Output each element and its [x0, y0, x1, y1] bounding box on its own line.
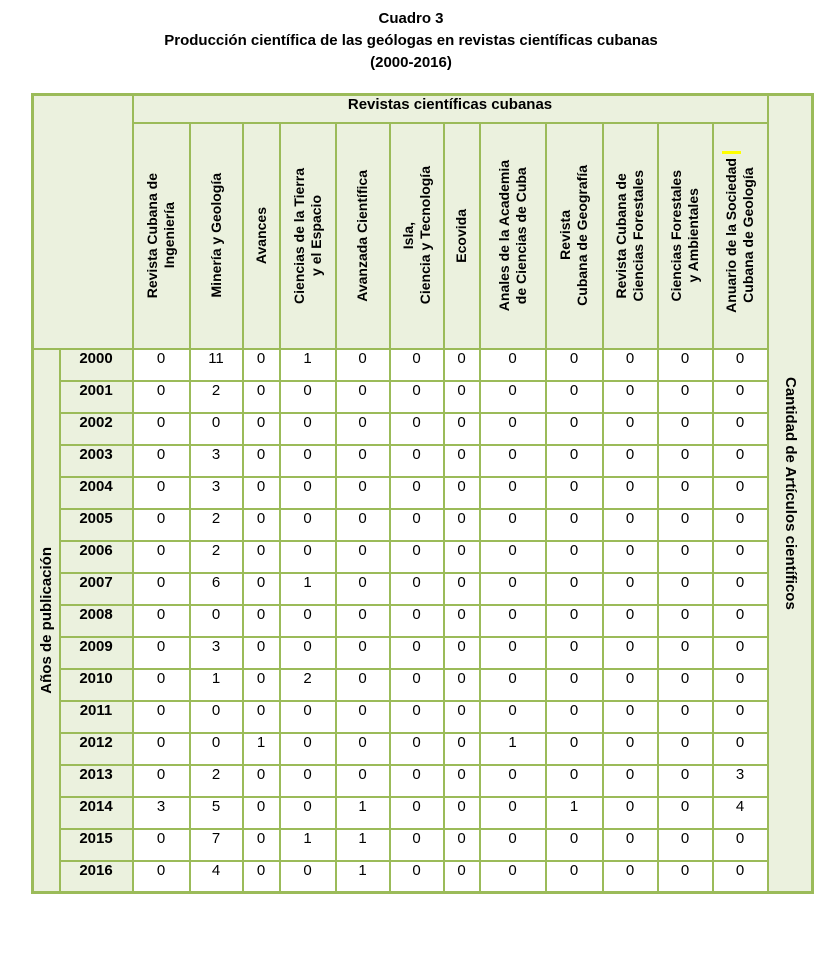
value-cell: 0	[336, 445, 390, 477]
value-cell: 0	[133, 701, 190, 733]
table-row	[33, 541, 813, 573]
value-cell: 0	[444, 509, 480, 541]
value-cell: 0	[243, 349, 280, 381]
value-cell: 0	[280, 701, 336, 733]
value-cell: 0	[713, 733, 768, 765]
value-cell: 0	[243, 637, 280, 669]
journal-column-header	[480, 123, 546, 349]
value-cell: 0	[480, 605, 546, 637]
value-cell: 1	[280, 573, 336, 605]
value-cell: 0	[546, 701, 603, 733]
value-cell: 1	[336, 829, 390, 861]
value-cell: 0	[603, 765, 658, 797]
value-cell: 0	[713, 381, 768, 413]
value-cell: 0	[133, 349, 190, 381]
value-cell: 0	[713, 349, 768, 381]
title-line-3: (2000-2016)	[370, 54, 452, 71]
value-cell: 0	[390, 637, 444, 669]
value-cell: 0	[713, 541, 768, 573]
value-cell: 0	[243, 701, 280, 733]
year-cell: 2006	[60, 541, 133, 573]
value-cell: 0	[133, 829, 190, 861]
value-cell: 0	[444, 765, 480, 797]
value-cell: 0	[603, 829, 658, 861]
value-cell: 0	[444, 381, 480, 413]
value-cell: 0	[243, 669, 280, 701]
value-cell: 0	[243, 605, 280, 637]
value-cell: 0	[133, 765, 190, 797]
value-cell: 0	[713, 861, 768, 893]
table-row	[33, 733, 813, 765]
value-cell: 0	[336, 573, 390, 605]
value-cell: 0	[658, 541, 713, 573]
value-cell: 3	[190, 637, 243, 669]
year-cell: 2003	[60, 445, 133, 477]
value-cell: 0	[190, 701, 243, 733]
value-cell: 0	[444, 477, 480, 509]
journal-column-label: Isla, Ciencia y Tecnología	[399, 166, 433, 305]
value-cell: 7	[190, 829, 243, 861]
table-row	[33, 605, 813, 637]
journal-column-header	[658, 123, 713, 349]
year-cell: 2015	[60, 829, 133, 861]
value-cell: 0	[390, 605, 444, 637]
journal-column-label: Ciencias de la Tierra y el Espacio	[290, 167, 324, 304]
value-cell: 0	[444, 573, 480, 605]
value-cell: 0	[480, 413, 546, 445]
value-cell: 0	[546, 381, 603, 413]
value-cell: 0	[546, 637, 603, 669]
value-cell: 0	[390, 669, 444, 701]
value-cell: 0	[444, 349, 480, 381]
value-cell: 6	[190, 573, 243, 605]
journal-column-label: Revista Cubana de Ingeniería	[144, 172, 177, 299]
journal-column-header	[546, 123, 603, 349]
value-cell: 0	[243, 509, 280, 541]
value-cell: 0	[190, 413, 243, 445]
value-cell: 0	[390, 509, 444, 541]
value-cell: 0	[444, 733, 480, 765]
value-cell: 0	[480, 349, 546, 381]
value-cell: 0	[658, 573, 713, 605]
table-body	[33, 95, 813, 893]
value-cell: 0	[480, 765, 546, 797]
journal-column-header	[603, 123, 658, 349]
value-cell: 0	[133, 541, 190, 573]
value-cell: 0	[603, 541, 658, 573]
value-cell: 0	[390, 701, 444, 733]
value-cell: 0	[480, 861, 546, 893]
value-cell: 0	[713, 605, 768, 637]
value-cell: 0	[133, 381, 190, 413]
value-cell: 0	[243, 573, 280, 605]
year-cell: 2010	[60, 669, 133, 701]
value-cell: 0	[336, 733, 390, 765]
year-cell: 2008	[60, 605, 133, 637]
value-cell: 0	[336, 541, 390, 573]
value-cell: 0	[280, 445, 336, 477]
right-axis-label-cell	[768, 95, 813, 893]
table-row	[33, 349, 813, 381]
value-cell: 0	[713, 701, 768, 733]
year-cell: 2002	[60, 413, 133, 445]
value-cell: 0	[243, 413, 280, 445]
value-cell: 0	[713, 413, 768, 445]
value-cell: 0	[243, 381, 280, 413]
value-cell: 0	[390, 541, 444, 573]
value-cell: 0	[390, 733, 444, 765]
value-cell: 3	[133, 797, 190, 829]
year-cell: 2004	[60, 477, 133, 509]
value-cell: 0	[603, 509, 658, 541]
value-cell: 0	[603, 573, 658, 605]
value-cell: 0	[658, 637, 713, 669]
value-cell: 0	[480, 637, 546, 669]
value-cell: 0	[390, 381, 444, 413]
value-cell: 2	[190, 381, 243, 413]
value-cell: 0	[444, 701, 480, 733]
value-cell: 0	[336, 477, 390, 509]
journal-column-label: Ecovida	[453, 208, 469, 263]
value-cell: 0	[546, 765, 603, 797]
table-row	[33, 797, 813, 829]
table-row	[33, 861, 813, 893]
year-cell: 2012	[60, 733, 133, 765]
value-cell: 0	[480, 381, 546, 413]
table-row	[33, 701, 813, 733]
value-cell: 0	[336, 381, 390, 413]
value-cell: 5	[190, 797, 243, 829]
table-row	[33, 413, 813, 445]
data-table	[31, 93, 814, 894]
value-cell: 1	[546, 797, 603, 829]
value-cell: 0	[133, 733, 190, 765]
value-cell: 0	[444, 669, 480, 701]
year-cell: 2011	[60, 701, 133, 733]
right-axis-label: Cantidad de Artículos científicos	[781, 377, 799, 610]
value-cell: 0	[243, 797, 280, 829]
journal-column-label: Anales de la Academia de Ciencias de Cuba	[495, 159, 529, 312]
journal-column-header	[190, 123, 243, 349]
value-cell: 0	[603, 701, 658, 733]
value-cell: 0	[546, 829, 603, 861]
table-row	[33, 829, 813, 861]
value-cell: 0	[480, 445, 546, 477]
value-cell: 0	[280, 861, 336, 893]
value-cell: 0	[280, 733, 336, 765]
value-cell: 0	[546, 541, 603, 573]
value-cell: 0	[390, 797, 444, 829]
value-cell: 0	[336, 605, 390, 637]
year-cell: 2016	[60, 861, 133, 893]
value-cell: 0	[603, 637, 658, 669]
value-cell: 0	[546, 733, 603, 765]
value-cell: 0	[390, 413, 444, 445]
value-cell: 0	[280, 509, 336, 541]
value-cell: 2	[280, 669, 336, 701]
value-cell: 0	[444, 605, 480, 637]
value-cell: 4	[713, 797, 768, 829]
value-cell: 3	[190, 445, 243, 477]
table-row	[33, 765, 813, 797]
year-cell: 2007	[60, 573, 133, 605]
journal-column-header	[133, 123, 190, 349]
title-line-2: Producción científica de las geólogas en revistas científicas cubanas	[164, 32, 658, 49]
value-cell: 0	[546, 573, 603, 605]
value-cell: 0	[658, 477, 713, 509]
value-cell: 0	[243, 861, 280, 893]
value-cell: 0	[133, 413, 190, 445]
year-cell: 2013	[60, 765, 133, 797]
value-cell: 0	[480, 669, 546, 701]
journal-column-header	[243, 123, 280, 349]
value-cell: 0	[546, 509, 603, 541]
value-cell: 0	[390, 861, 444, 893]
value-cell: 0	[713, 445, 768, 477]
value-cell: 0	[243, 541, 280, 573]
value-cell: 0	[444, 637, 480, 669]
value-cell: 0	[133, 445, 190, 477]
value-cell: 0	[390, 349, 444, 381]
value-cell: 0	[658, 381, 713, 413]
highlight-mark	[722, 151, 741, 154]
value-cell: 0	[546, 445, 603, 477]
value-cell: 0	[603, 605, 658, 637]
value-cell: 0	[546, 477, 603, 509]
value-cell: 1	[243, 733, 280, 765]
value-cell: 0	[444, 829, 480, 861]
header-row-journals	[33, 123, 813, 349]
group-header: Revistas científicas cubanas	[133, 95, 768, 123]
value-cell: 0	[390, 477, 444, 509]
value-cell: 0	[133, 605, 190, 637]
value-cell: 0	[603, 669, 658, 701]
value-cell: 0	[444, 413, 480, 445]
table-row	[33, 669, 813, 701]
value-cell: 0	[390, 573, 444, 605]
value-cell: 0	[546, 861, 603, 893]
year-cell: 2001	[60, 381, 133, 413]
value-cell: 3	[713, 765, 768, 797]
value-cell: 0	[336, 349, 390, 381]
value-cell: 0	[133, 669, 190, 701]
value-cell: 0	[546, 413, 603, 445]
value-cell: 0	[713, 509, 768, 541]
value-cell: 0	[603, 445, 658, 477]
title-line-1: Cuadro 3	[378, 10, 444, 27]
value-cell: 0	[658, 669, 713, 701]
value-cell: 0	[133, 477, 190, 509]
value-cell: 0	[713, 669, 768, 701]
value-cell: 0	[546, 605, 603, 637]
left-axis-label-cell	[33, 349, 60, 893]
table-row	[33, 509, 813, 541]
year-cell: 2000	[60, 349, 133, 381]
corner-cell	[33, 95, 133, 349]
value-cell: 3	[190, 477, 243, 509]
value-cell: 4	[190, 861, 243, 893]
year-cell: 2009	[60, 637, 133, 669]
journal-column-label: Avances	[252, 206, 269, 265]
value-cell: 0	[444, 861, 480, 893]
table-row	[33, 573, 813, 605]
value-cell: 0	[133, 637, 190, 669]
value-cell: 0	[444, 541, 480, 573]
value-cell: 0	[190, 605, 243, 637]
value-cell: 11	[190, 349, 243, 381]
value-cell: 0	[603, 349, 658, 381]
value-cell: 0	[713, 573, 768, 605]
value-cell: 0	[336, 669, 390, 701]
value-cell: 0	[280, 797, 336, 829]
value-cell: 0	[603, 797, 658, 829]
value-cell: 0	[658, 509, 713, 541]
value-cell: 0	[336, 413, 390, 445]
value-cell: 0	[658, 829, 713, 861]
value-cell: 1	[280, 829, 336, 861]
value-cell: 0	[190, 733, 243, 765]
value-cell: 0	[444, 797, 480, 829]
header-row-group	[33, 95, 813, 123]
value-cell: 0	[390, 765, 444, 797]
value-cell: 0	[336, 509, 390, 541]
value-cell: 0	[243, 765, 280, 797]
value-cell: 0	[546, 669, 603, 701]
value-cell: 0	[546, 349, 603, 381]
table-row	[33, 445, 813, 477]
table-row	[33, 477, 813, 509]
value-cell: 0	[336, 637, 390, 669]
value-cell: 0	[713, 829, 768, 861]
journal-column-label: Avanzada Científica	[354, 169, 370, 302]
value-cell: 0	[133, 573, 190, 605]
document-title	[0, 0, 822, 74]
value-cell: 0	[658, 861, 713, 893]
value-cell: 0	[658, 413, 713, 445]
journal-column-label: Anuario de la Sociedad Cubana de Geología	[723, 158, 756, 313]
journal-column-label: Minería y Geología	[207, 173, 224, 298]
value-cell: 0	[133, 509, 190, 541]
value-cell: 0	[390, 829, 444, 861]
value-cell: 0	[603, 733, 658, 765]
value-cell: 2	[190, 541, 243, 573]
value-cell: 0	[133, 861, 190, 893]
value-cell: 0	[280, 381, 336, 413]
journal-column-header	[280, 123, 336, 349]
value-cell: 0	[603, 861, 658, 893]
journal-column-header	[713, 123, 768, 349]
journal-column-label: Ciencias Forestales y Ambientales	[668, 169, 701, 302]
value-cell: 0	[658, 445, 713, 477]
value-cell: 1	[336, 861, 390, 893]
value-cell: 0	[480, 509, 546, 541]
journal-column-label: Revista Cubana de Geografía	[557, 165, 590, 306]
value-cell: 0	[280, 605, 336, 637]
value-cell: 2	[190, 765, 243, 797]
value-cell: 0	[658, 701, 713, 733]
value-cell: 0	[480, 797, 546, 829]
value-cell: 2	[190, 509, 243, 541]
journal-column-header	[444, 123, 480, 349]
value-cell: 0	[658, 349, 713, 381]
value-cell: 0	[480, 573, 546, 605]
value-cell: 1	[190, 669, 243, 701]
journal-column-header	[390, 123, 444, 349]
value-cell: 0	[603, 381, 658, 413]
table-row	[33, 637, 813, 669]
table-row	[33, 381, 813, 413]
value-cell: 0	[336, 701, 390, 733]
value-cell: 0	[336, 765, 390, 797]
left-axis-label: Años de publicación	[37, 546, 55, 694]
value-cell: 1	[336, 797, 390, 829]
value-cell: 0	[713, 637, 768, 669]
year-cell: 2014	[60, 797, 133, 829]
value-cell: 0	[658, 765, 713, 797]
value-cell: 0	[243, 445, 280, 477]
value-cell: 0	[480, 701, 546, 733]
value-cell: 0	[280, 413, 336, 445]
value-cell: 0	[390, 445, 444, 477]
value-cell: 1	[480, 733, 546, 765]
value-cell: 0	[280, 477, 336, 509]
journal-column-label: Revista Cubana de Ciencias Forestales	[613, 169, 646, 302]
value-cell: 0	[603, 413, 658, 445]
value-cell: 0	[280, 541, 336, 573]
value-cell: 0	[603, 477, 658, 509]
value-cell: 0	[280, 765, 336, 797]
value-cell: 0	[658, 797, 713, 829]
value-cell: 0	[480, 541, 546, 573]
value-cell: 0	[243, 829, 280, 861]
value-cell: 0	[243, 477, 280, 509]
value-cell: 0	[658, 605, 713, 637]
year-cell: 2005	[60, 509, 133, 541]
value-cell: 0	[444, 445, 480, 477]
journal-column-header	[336, 123, 390, 349]
value-cell: 0	[480, 829, 546, 861]
value-cell: 1	[280, 349, 336, 381]
value-cell: 0	[280, 637, 336, 669]
value-cell: 0	[480, 477, 546, 509]
value-cell: 0	[658, 733, 713, 765]
value-cell: 0	[713, 477, 768, 509]
